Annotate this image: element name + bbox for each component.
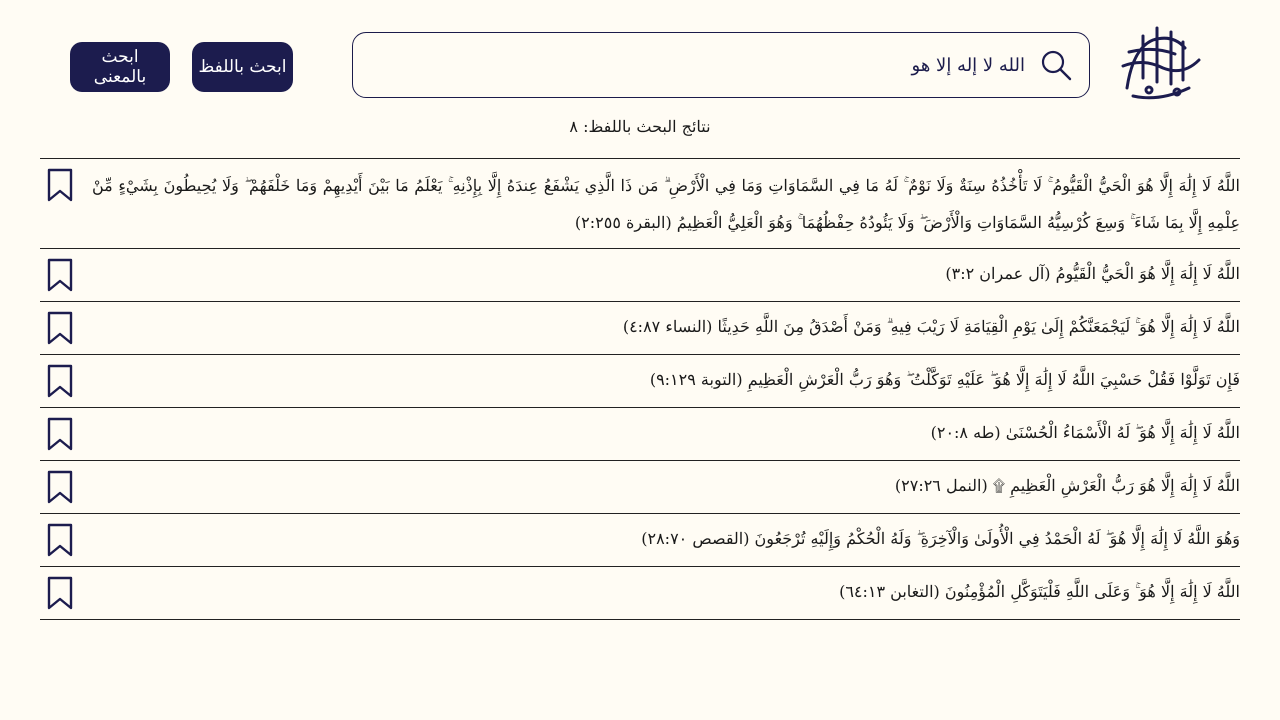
bookmark-icon[interactable] [40, 249, 80, 292]
verse-text: اللَّهُ لَا إِلَٰهَ إِلَّا هُوَ رَبُّ الْعَرْشِ الْعَظِيمِ ۩ (النمل ٢٧:٢٦) [894, 476, 1240, 495]
result-row [40, 461, 1240, 514]
result-row [40, 514, 1240, 567]
result-row [40, 159, 1240, 249]
results-list [40, 158, 1240, 620]
search-input[interactable] [383, 54, 1027, 77]
verse-text: فَإِن تَوَلَّوْا فَقُلْ حَسْبِيَ اللَّهُ لَا إِلَٰهَ إِلَّا هُوَ ۖ عَلَيْهِ تَوَكَّلْتُ ۖ وَهُوَ رَبُّ الْعَرْشِ الْعَظِيمِ (التوبة ٩:١٢٩) [649, 370, 1240, 389]
bookmark-icon[interactable] [40, 567, 80, 610]
search-bar [352, 32, 1090, 98]
bookmark-icon[interactable] [40, 408, 80, 451]
bookmark-icon[interactable] [40, 302, 80, 345]
verse-text: اللَّهُ لَا إِلَٰهَ إِلَّا هُوَ الْحَيُّ الْقَيُّومُ (آل عمران ٣:٢) [945, 264, 1240, 283]
verse-text: وَهُوَ اللَّهُ لَا إِلَٰهَ إِلَّا هُوَ ۖ لَهُ الْحَمْدُ فِي الْأُولَىٰ وَالْآخِرَةِ ۖ وَلَهُ الْحُكْمُ وَإِلَيْهِ تُرْجَعُونَ (القصص ٢٨:٧٠) [641, 529, 1240, 548]
bookmark-icon[interactable] [40, 355, 80, 398]
result-row [40, 567, 1240, 620]
verse-text: اللَّهُ لَا إِلَٰهَ إِلَّا هُوَ ۚ وَعَلَى اللَّهِ فَلْيَتَوَكَّلِ الْمُؤْمِنُونَ (التغابن ٦٤:١٣) [839, 582, 1240, 601]
search-icon[interactable] [1039, 48, 1073, 82]
bookmark-icon[interactable] [40, 461, 80, 504]
result-row [40, 355, 1240, 408]
result-row [40, 302, 1240, 355]
bookmark-icon[interactable] [40, 159, 80, 202]
verse-text: اللَّهُ لَا إِلَٰهَ إِلَّا هُوَ الْحَيُّ الْقَيُّومُ ۚ لَا تَأْخُذُهُ سِنَةٌ وَلَا نَوْمٌ ۚ لَهُ مَا فِي السَّمَاوَاتِ وَمَا فِي الْأَرْضِ ۗ مَن ذَا الَّذِي يَشْفَعُ عِندَهُ إِلَّا بِإِذْنِهِ ۚ يَعْلَمُ مَا بَيْنَ أَيْدِيهِمْ وَمَا خَلْفَهُمْ ۖ وَلَا يُحِيطُونَ بِشَيْءٍ مِّنْ عِلْمِهِ إِلَّا بِمَا شَاءَ ۚ وَسِعَ كُرْسِيُّهُ السَّمَاوَاتِ وَالْأَرْضَ ۖ وَلَا يَئُودُهُ حِفْظُهُمَا ۚ وَهُوَ الْعَلِيُّ الْعَظِيمُ (البقرة ٢:٢٥٥) [92, 176, 1240, 232]
results-count: نتائج البحث باللفظ: ٨ [569, 117, 711, 136]
result-row [40, 249, 1240, 302]
verse-text: اللَّهُ لَا إِلَٰهَ إِلَّا هُوَ ۚ لَيَجْمَعَنَّكُمْ إِلَىٰ يَوْمِ الْقِيَامَةِ لَا رَيْبَ فِيهِ ۗ وَمَنْ أَصْدَقُ مِنَ اللَّهِ حَدِيثًا (النساء ٤:٨٧) [622, 317, 1240, 336]
quran-logo[interactable] [1113, 18, 1205, 104]
search-by-word-button[interactable]: ابحث باللفظ [192, 42, 293, 92]
bookmark-icon[interactable] [40, 514, 80, 557]
result-row [40, 408, 1240, 461]
verse-text: اللَّهُ لَا إِلَٰهَ إِلَّا هُوَ ۖ لَهُ الْأَسْمَاءُ الْحُسْنَىٰ (طه ٢٠:٨) [930, 423, 1240, 442]
search-by-meaning-button[interactable]: ابحث بالمعنى [70, 42, 170, 92]
